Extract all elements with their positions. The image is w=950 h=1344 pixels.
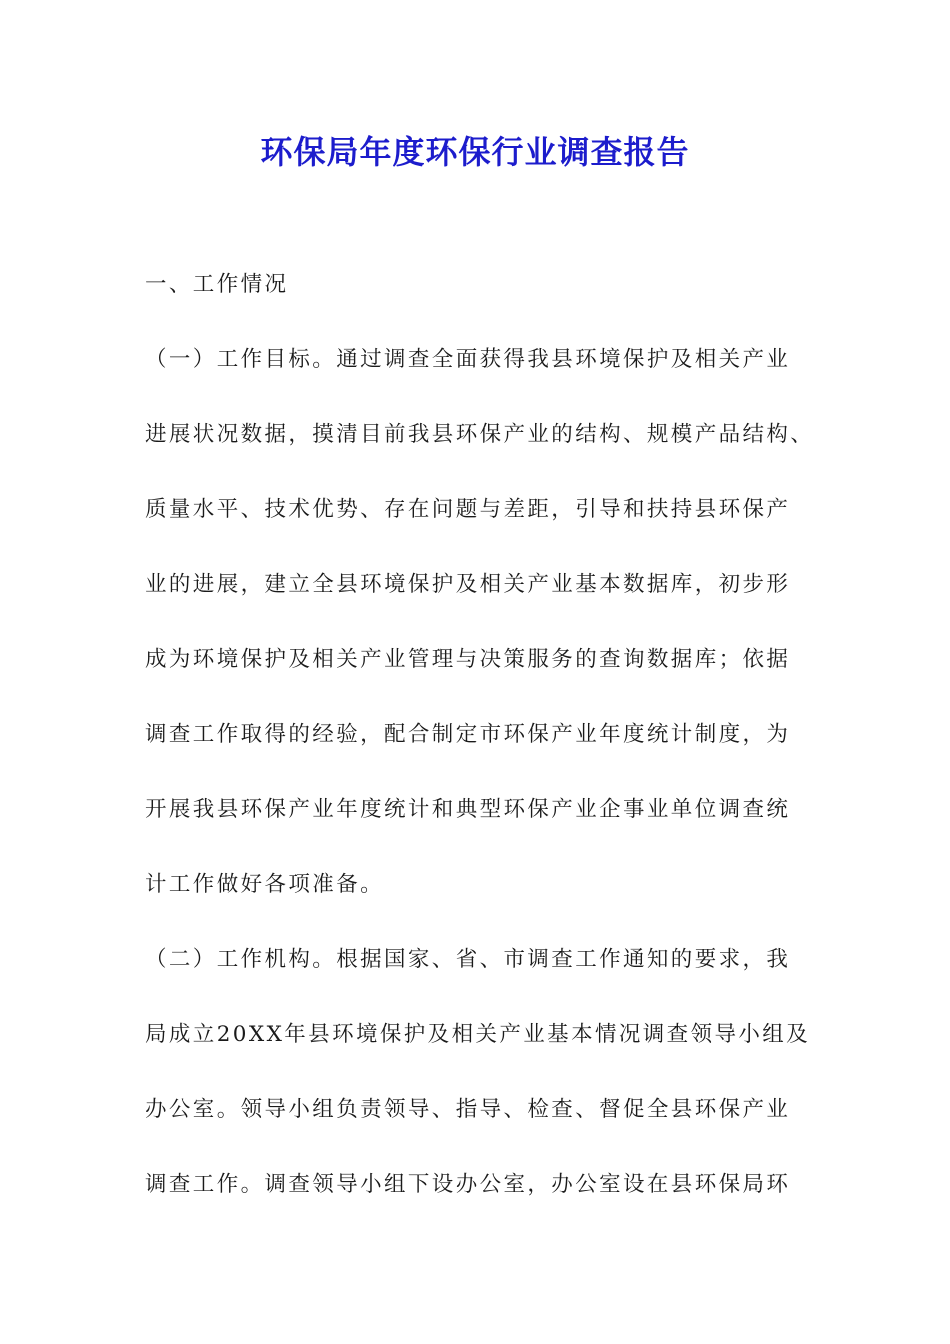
paragraph-line: 局成立20XX年县环境保护及相关产业基本情况调查领导小组及 bbox=[145, 1022, 811, 1047]
document-body bbox=[145, 266, 815, 1241]
paragraph-line: 业的进展，建立全县环境保护及相关产业基本数据库，初步形 bbox=[145, 572, 791, 597]
paragraph-line: 开展我县环保产业年度统计和典型环保产业企事业单位调查统 bbox=[145, 797, 791, 822]
paragraph-line: 计工作做好各项准备。 bbox=[145, 872, 385, 897]
section-heading: 一、工作情况 bbox=[145, 272, 289, 297]
paragraph-line: 调查工作。调查领导小组下设办公室，办公室设在县环保局环 bbox=[145, 1172, 791, 1197]
paragraph-line: 办公室。领导小组负责领导、指导、检查、督促全县环保产业 bbox=[145, 1097, 791, 1122]
paragraph-line: 进展状况数据，摸清目前我县环保产业的结构、规模产品结构、 bbox=[145, 422, 815, 447]
paragraph-line: 调查工作取得的经验，配合制定市环保产业年度统计制度，为 bbox=[145, 722, 791, 747]
paragraph-line: 成为环境保护及相关产业管理与决策服务的查询数据库；依据 bbox=[145, 647, 791, 672]
paragraph-line: （二）工作机构。根据国家、省、市调查工作通知的要求，我 bbox=[145, 947, 791, 972]
paragraph-line: （一）工作目标。通过调查全面获得我县环境保护及相关产业 bbox=[145, 347, 791, 372]
document-title: 环保局年度环保行业调查报告 bbox=[260, 133, 690, 171]
paragraph-line: 质量水平、技术优势、存在问题与差距，引导和扶持县环保产 bbox=[145, 497, 791, 522]
